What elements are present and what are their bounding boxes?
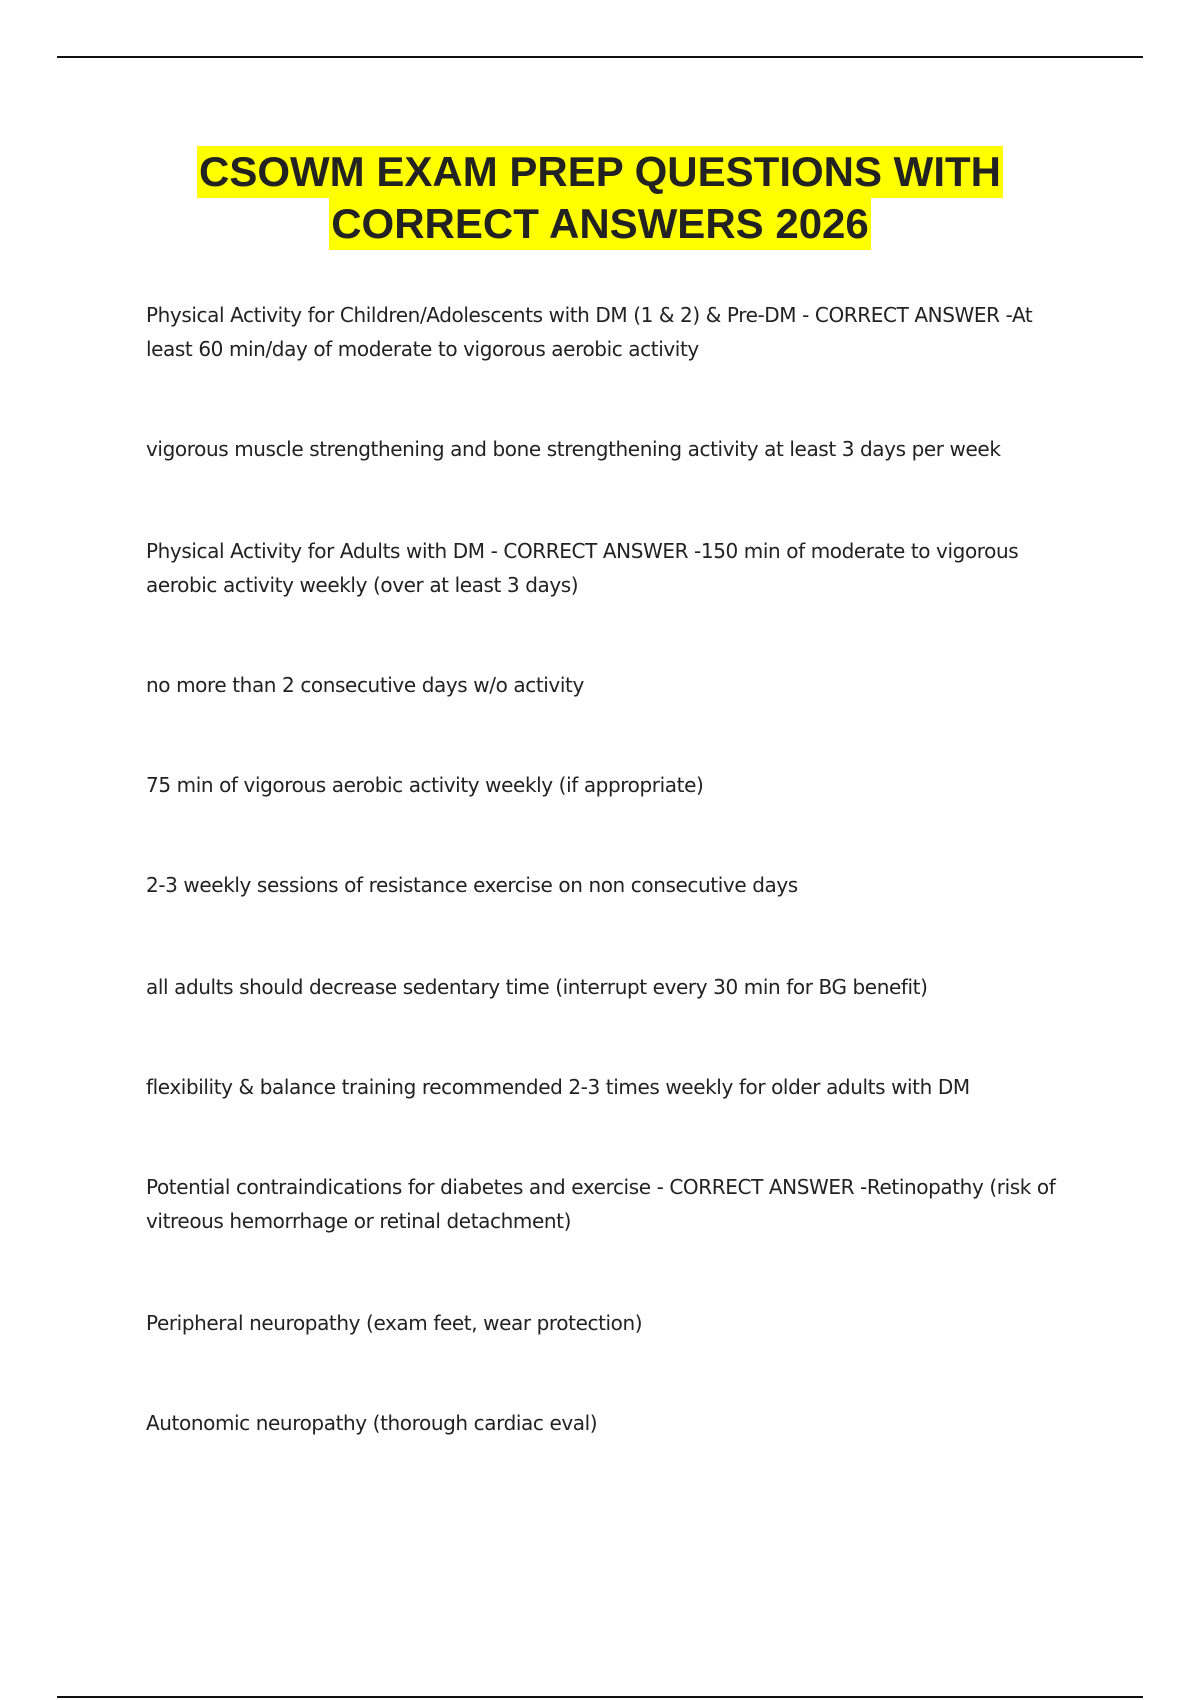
bottom-rule	[57, 1696, 1143, 1698]
paragraph-adults-activity: Physical Activity for Adults with DM - CORRECT ANSWER -150 min of moderate to vigorous aerobic activity weekly (over at least 3 days)	[146, 539, 1019, 597]
paragraph-autonomic-neuropathy: Autonomic neuropathy (thorough cardiac eval)	[146, 1411, 598, 1435]
paragraph-peripheral-neuropathy: Peripheral neuropathy (exam feet, wear protection)	[146, 1311, 643, 1335]
paragraph-consecutive-days: no more than 2 consecutive days w/o activity	[146, 673, 584, 697]
paragraph-children-activity: Physical Activity for Children/Adolescents with DM (1 & 2) & Pre-DM - CORRECT ANSWER -At least 60 min/day of moderate to vigorous aerobic activity	[146, 303, 1033, 361]
paragraph-contraindications: Potential contraindications for diabetes and exercise - CORRECT ANSWER -Retinopathy (risk of vitreous hemorrhage or retinal detachment)	[146, 1175, 1056, 1233]
paragraph-sedentary: all adults should decrease sedentary time (interrupt every 30 min for BG benefit)	[146, 975, 928, 999]
paragraph-flexibility: flexibility & balance training recommended 2-3 times weekly for older adults with DM	[146, 1075, 970, 1099]
paragraph-vigorous-aerobic: 75 min of vigorous aerobic activity weekly (if appropriate)	[146, 773, 704, 797]
paragraph-resistance: 2-3 weekly sessions of resistance exercise on non consecutive days	[146, 873, 798, 897]
title-line-1: CSOWM EXAM PREP QUESTIONS WITH	[197, 146, 1003, 198]
title-line-2: CORRECT ANSWERS 2026	[329, 198, 871, 250]
page-title	[0, 146, 1200, 250]
paragraph-strengthening: vigorous muscle strengthening and bone strengthening activity at least 3 days per week	[146, 437, 1001, 461]
top-rule	[57, 56, 1143, 58]
